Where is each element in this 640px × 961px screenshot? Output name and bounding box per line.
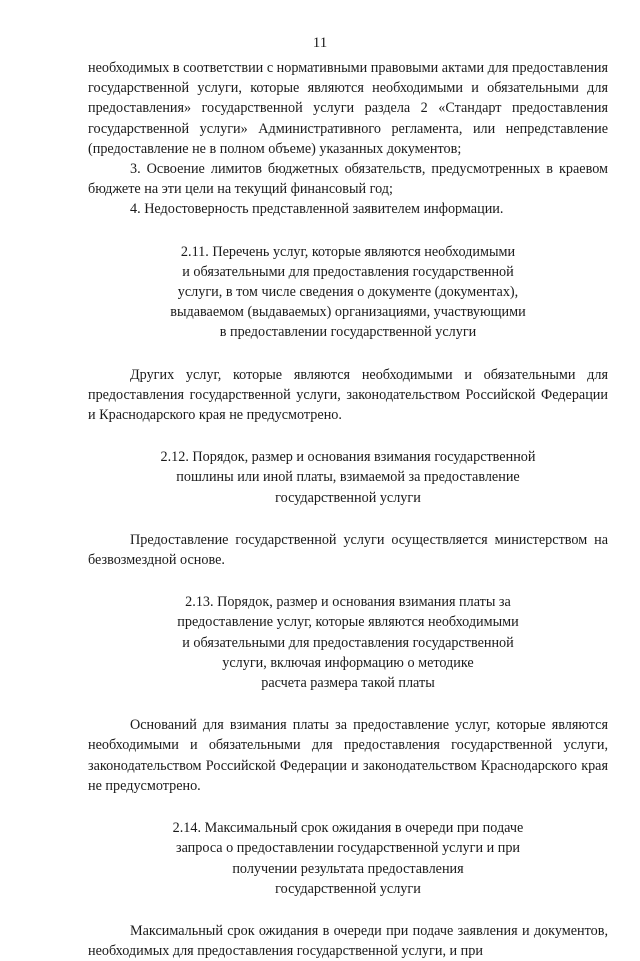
section-heading-2-11: 2.11. Перечень услуг, которые являются необходимыми и обязательными для предоставления государственной услуги, в том числе сведения о документе (документах), выдаваемом (выдаваемых) организациями, участвующими в предоставлении государственной услуги [170, 243, 526, 341]
paragraph-continuation: необходимых в соответствии с нормативными правовыми актами для предоставления государственной услуги, которые являются необходимыми и обязательными для предоставления» государственной услуги раздела 2 «Стандарт предоставления государственной услуги» Административного регламента, или непредставление (предоставление не в полном объеме) указанных документов; [88, 60, 608, 157]
list-item-3: 3. Освоение лимитов бюджетных обязательств, предусмотренных в краевом бюджете на эти цели на текущий финансовый год; [88, 161, 608, 198]
section-body-2-13: Оснований для взимания платы за предоставление услуг, которые являются необходимыми и обязательными для предоставления государственной услуги, законодательством Российской Федерации и законодательством Краснодарского края не предусмотрено. [88, 717, 608, 794]
section-body-2-14: Максимальный срок ожидания в очереди при подаче заявления и документов, необходимых для предоставления государственной услуги, и при [88, 922, 608, 960]
list-item-4: 4. Недостоверность представленной заявителем информации. [130, 201, 504, 218]
page-number: 11 [312, 35, 328, 51]
section-heading-2-12: 2.12. Порядок, размер и основания взимания государственной пошлины или иной платы, взимаемой за предоставление государственной услуги [160, 449, 536, 506]
document-body [88, 58, 608, 961]
section-body-2-12: Предоставление государственной услуги осуществляется министерством на безвозмездной основе. [88, 531, 608, 569]
section-body-2-11: Других услуг, которые являются необходимыми и обязательными для предоставления государственной услуги, законодательством Российской Федерации и Краснодарского края не предусмотрено. [88, 366, 608, 424]
section-heading-2-14: 2.14. Максимальный срок ожидания в очереди при подаче запроса о предоставлении государственной услуги и при получении результата предоставления государственной услуги [172, 820, 524, 897]
section-heading-2-13: 2.13. Порядок, размер и основания взимания платы за предоставление услуг, которые являются необходимыми и обязательными для предоставления государственной услуги, включая информацию о методике расчета размера такой платы [177, 594, 519, 692]
